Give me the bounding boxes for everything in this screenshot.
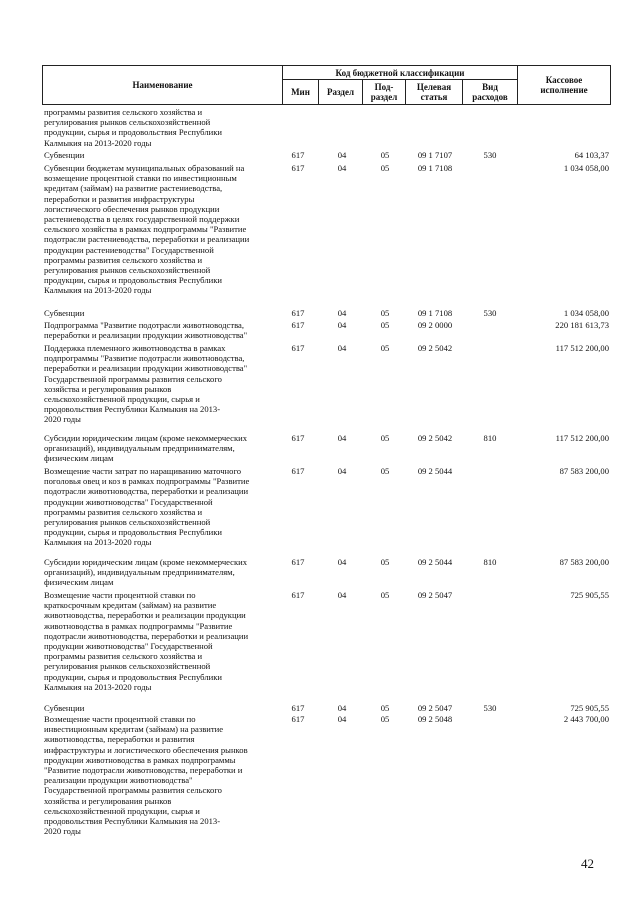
row-amount: 1 034 058,00	[563, 163, 609, 173]
row-min: 617	[291, 703, 305, 713]
table-header	[42, 65, 611, 105]
row-target: 09 1 7107	[417, 150, 453, 160]
row-subsection: 05	[380, 714, 390, 724]
row-min: 617	[291, 163, 305, 173]
row-min: 617	[291, 308, 305, 318]
row-amount: 725 905,55	[570, 703, 609, 713]
row-amount: 117 512 200,00	[555, 343, 609, 353]
row-subsection: 05	[380, 320, 390, 330]
header-target: Целевая статья	[405, 79, 463, 105]
header-cash-execution: Кассовое исполнение	[517, 65, 611, 105]
row-target: 09 2 5047	[417, 590, 453, 600]
row-min: 617	[291, 150, 305, 160]
row-target: 09 2 5042	[417, 343, 453, 353]
row-subsection: 05	[380, 466, 390, 476]
row-type: 530	[483, 150, 497, 160]
row-type: 530	[483, 703, 497, 713]
row-name: Субвенции	[44, 150, 85, 160]
row-subsection: 05	[380, 343, 390, 353]
row-name: Субвенции	[44, 703, 85, 713]
row-min: 617	[291, 320, 305, 330]
row-amount: 2 443 700,00	[563, 714, 609, 724]
row-section: 04	[337, 714, 347, 724]
row-target: 09 2 5047	[417, 703, 453, 713]
header-expense-type: Вид расходов	[462, 79, 518, 105]
row-subsection: 05	[380, 703, 390, 713]
row-min: 617	[291, 433, 305, 443]
page-number: 42	[581, 856, 594, 871]
row-target: 09 2 5042	[417, 433, 453, 443]
row-section: 04	[337, 343, 347, 353]
row-target: 09 2 5044	[417, 557, 453, 567]
row-section: 04	[337, 466, 347, 476]
row-section: 04	[337, 320, 347, 330]
row-name: Возмещение части процентной ставки по инвестиционным кредитам (займам) на развитие животноводства, переработки и развития инфраструктуры и логистического обеспечения рынков продукции животноводства в рамках подпрограммы "Развитие подотрасли животноводства, переработки и реализации продукции животноводства" Государственной программы развития сельского хозяйства и регулирования рынков сельскохозяйственной продукции, сырья и продовольствия Республики Калмыкия на 2013- 2020 годы	[44, 714, 248, 837]
row-target: 09 2 0000	[417, 320, 453, 330]
row-subsection: 05	[380, 590, 390, 600]
row-name: Субвенции бюджетам муниципальных образований на возмещение процентной ставки по инвестиционным кредитам (займам) на развитие растениеводства, переработки и развития инфраструктуры логистического обеспечения рынков продукции растениеводства в целях государственной поддержки сельского хозяйства в рамках подпрограммы "Развитие подотрасли растениеводства, переработки и реализации продукции растениеводства" Государственной программы развития сельского хозяйства и регулирования рынков сельскохозяйственной продукции, сырья и продовольствия Республики Калмыкия на 2013-2020 годы	[44, 163, 250, 296]
row-subsection: 05	[380, 557, 390, 567]
header-min: Мин	[282, 79, 319, 105]
row-section: 04	[337, 557, 347, 567]
row-type: 530	[483, 308, 497, 318]
row-target: 09 1 7108	[417, 163, 453, 173]
row-amount: 87 583 200,00	[559, 466, 609, 476]
row-target: 09 2 5044	[417, 466, 453, 476]
row-name: Возмещение части затрат по наращиванию маточного поголовья овец и коз в рамках подпрограммы "Развитие подотрасли животноводства, переработки и реализации продукции животноводства" Государственной программы развития сельского хозяйства и регулирования рынков сельскохозяйственной продукции, сырья и продовольствия Республики Калмыкия на 2013-2020 годы	[44, 466, 250, 548]
row-section: 04	[337, 163, 347, 173]
row-min: 617	[291, 557, 305, 567]
row-subsection: 05	[380, 433, 390, 443]
row-target: 09 1 7108	[417, 308, 453, 318]
row-min: 617	[291, 714, 305, 724]
row-subsection: 05	[380, 308, 390, 318]
row-amount: 64 103,37	[574, 150, 609, 160]
row-name: Поддержка племенного животноводства в рамках подпрограммы "Развитие подотрасли животноводства, переработки и реализации продукции животноводства" Государственной программы развития сельского хозяйства и регулирования рынков сельскохозяйственной продукции, сырья и продовольствия Республики Калмыкия на 2013- 2020 годы	[44, 343, 248, 425]
row-amount: 725 905,55	[570, 590, 609, 600]
header-name: Наименование	[42, 65, 283, 105]
row-section: 04	[337, 308, 347, 318]
row-section: 04	[337, 590, 347, 600]
row-name: Субсидии юридическим лицам (кроме некоммерческих организаций), индивидуальным предпринимателям, физическим лицам	[44, 433, 248, 464]
row-name: программы развития сельского хозяйства и регулирования рынков сельскохозяйственной продукции, сырья и продовольствия Республики Калмыкия на 2013-2020 годы	[44, 107, 222, 148]
row-amount: 220 181 613,73	[555, 320, 609, 330]
row-name: Возмещение части процентной ставки по краткосрочным кредитам (займам) на развитие животноводства, переработки и реализации продукции животноводства в рамках подпрограммы "Развитие подотрасли животноводства, переработки и реализации продукции животноводства" Государственной программы развития сельского хозяйства и регулирования рынков сельскохозяйственной продукции, сырья и продовольствия Республики Калмыкия на 2013-2020 годы	[44, 590, 249, 692]
header-subsection: Под- раздел	[362, 79, 406, 105]
header-section: Раздел	[318, 79, 363, 105]
row-name: Субвенции	[44, 308, 85, 318]
row-amount: 117 512 200,00	[555, 433, 609, 443]
row-min: 617	[291, 590, 305, 600]
row-name: Подпрограмма "Развитие подотрасли животноводства, переработки и реализации продукции животноводства"	[44, 320, 248, 341]
row-min: 617	[291, 343, 305, 353]
row-target: 09 2 5048	[417, 714, 453, 724]
row-amount: 1 034 058,00	[563, 308, 609, 318]
header-budget-code: Код бюджетной классификации	[282, 65, 518, 80]
row-name: Субсидии юридическим лицам (кроме некоммерческих организаций), индивидуальным предпринимателям, физическим лицам	[44, 557, 248, 588]
row-subsection: 05	[380, 150, 390, 160]
row-subsection: 05	[380, 163, 390, 173]
row-type: 810	[483, 557, 497, 567]
row-amount: 87 583 200,00	[559, 557, 609, 567]
row-min: 617	[291, 466, 305, 476]
row-type: 810	[483, 433, 497, 443]
row-section: 04	[337, 150, 347, 160]
row-section: 04	[337, 703, 347, 713]
row-section: 04	[337, 433, 347, 443]
